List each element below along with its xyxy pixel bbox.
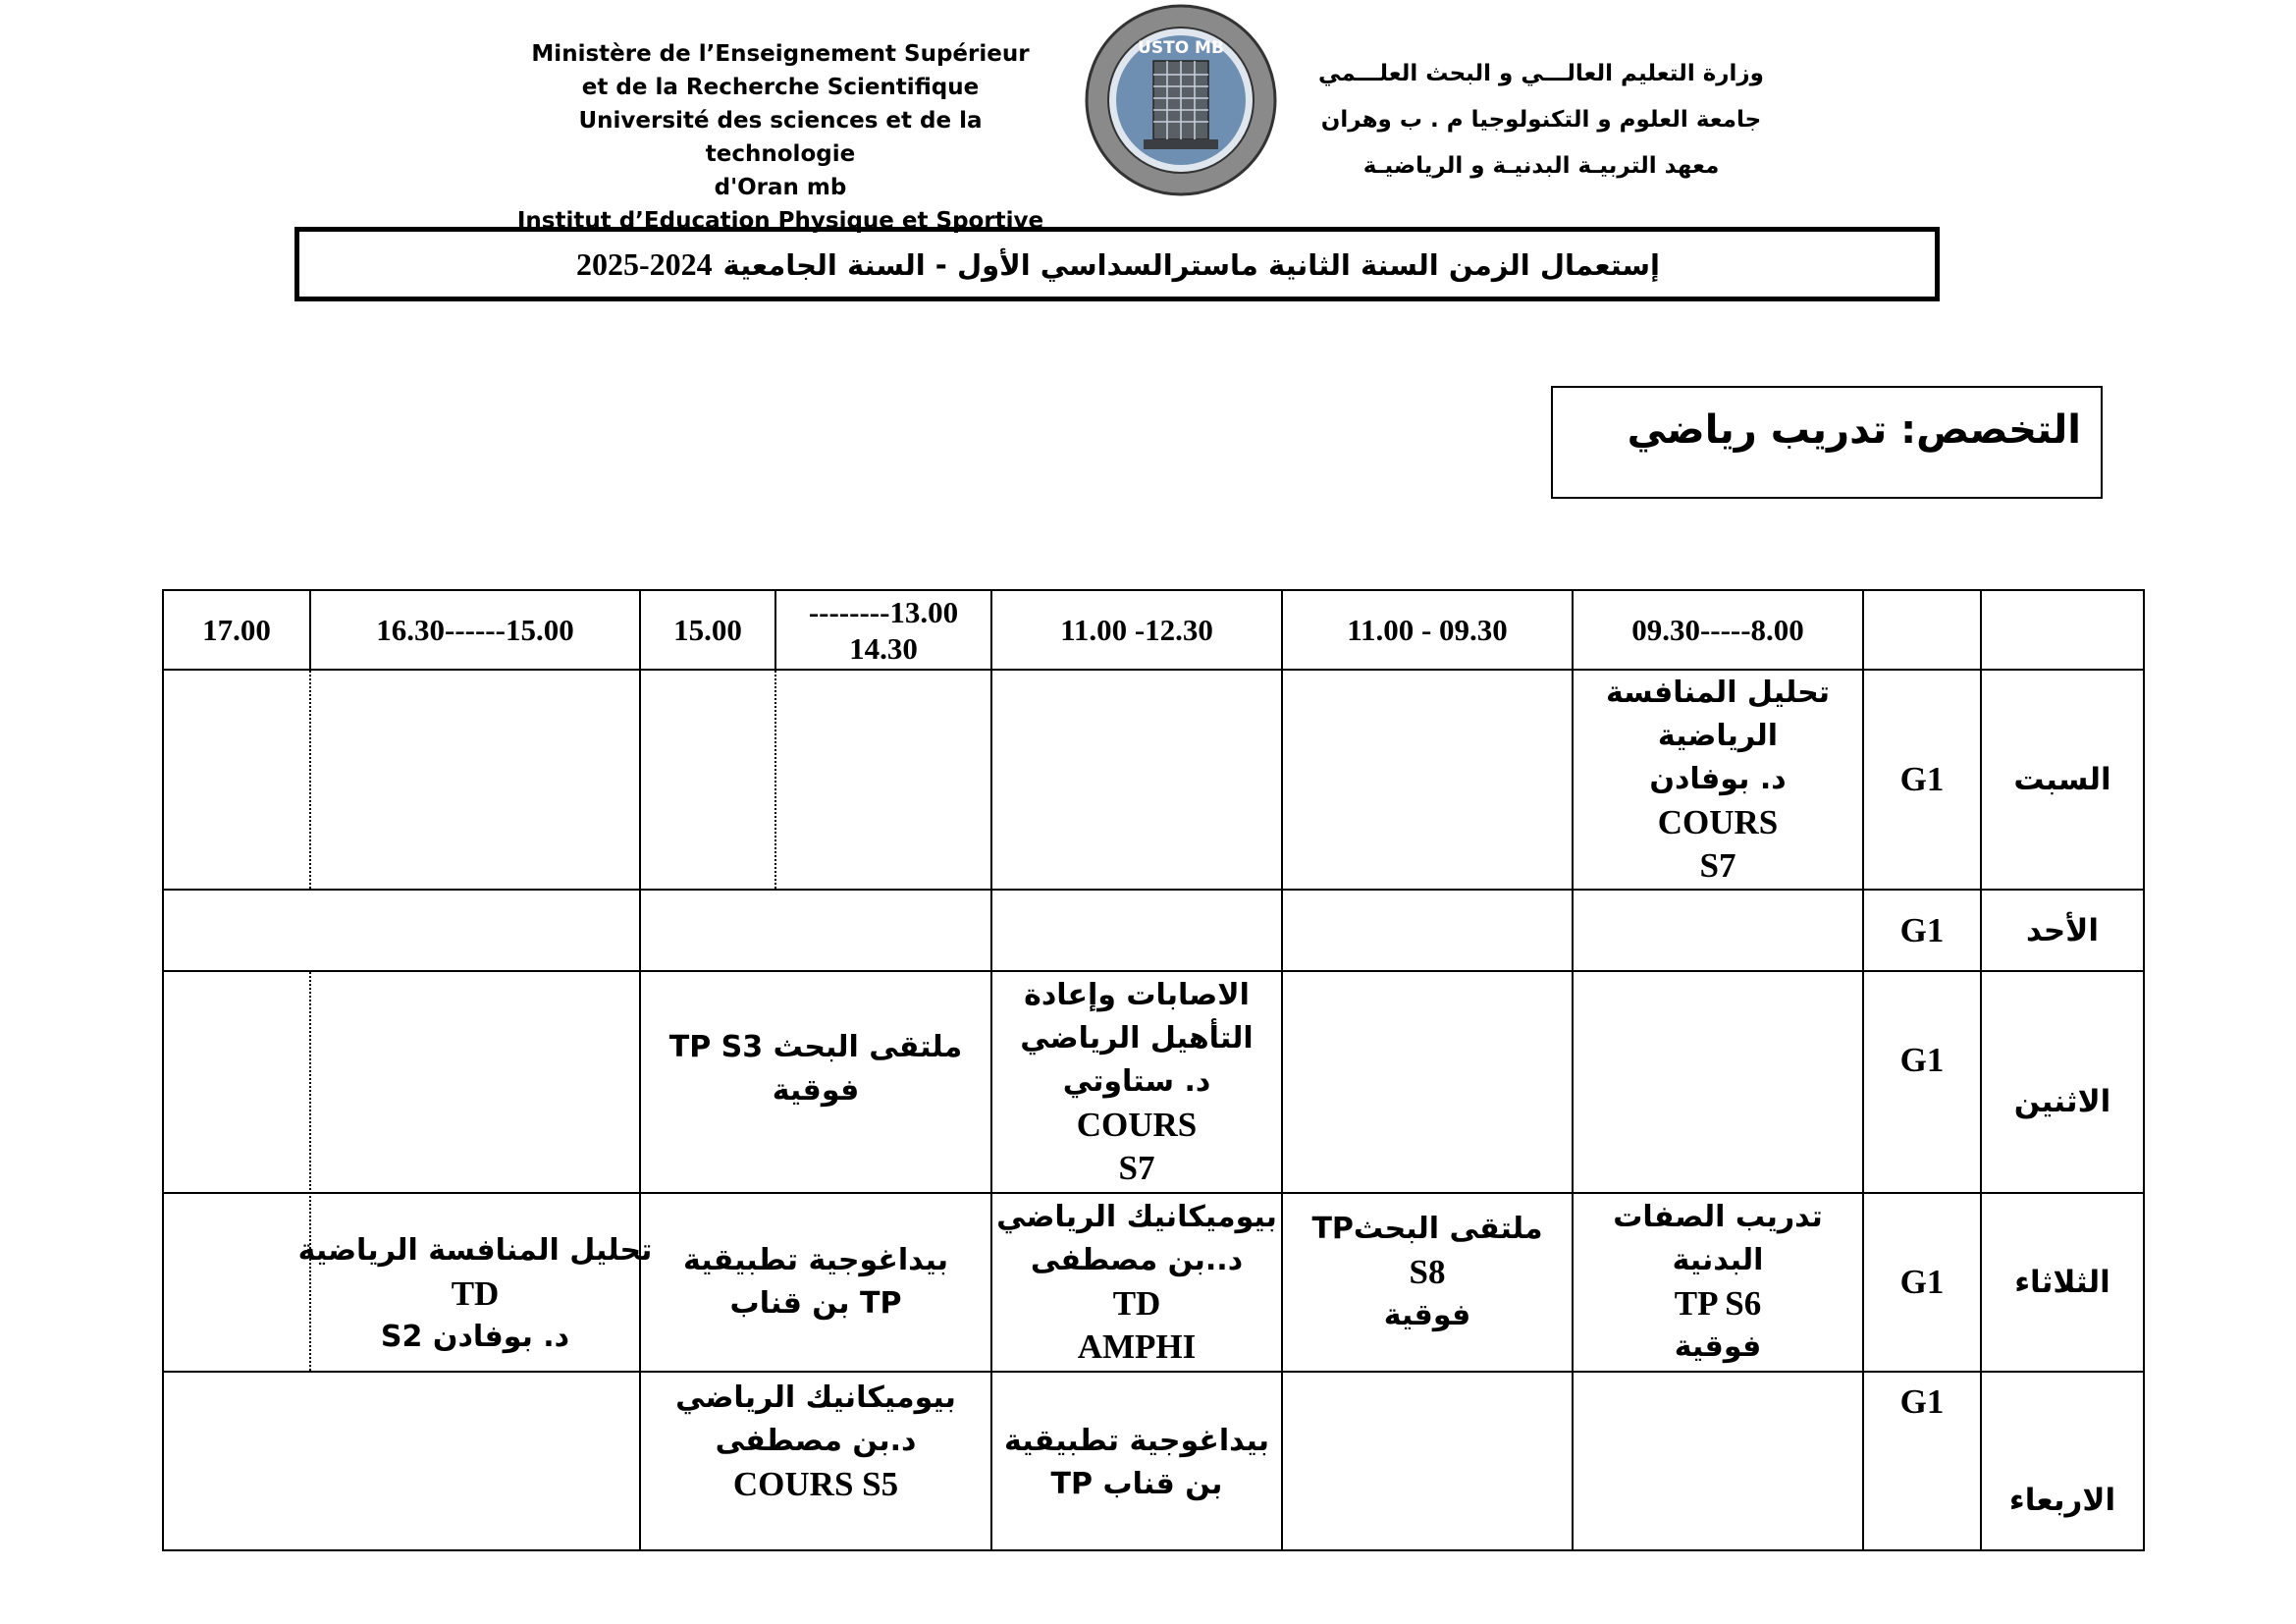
- session-tuesday-slot-2: ملتقى البحثTP S8 فوقية: [1311, 1212, 1543, 1332]
- header-ar-line-1: وزارة التعليم العالـــي و البحث العلـــمي: [1318, 61, 1764, 86]
- time-header-3: 11.00 -12.30: [1060, 613, 1213, 647]
- day-wednesday: الاربعاء: [2008, 1483, 2116, 1518]
- header-arabic-block: [1296, 51, 1787, 189]
- session-monday-slot-3: الاصابات وإعادة التأهيل الرياضي د. ستاوتي COURS S7: [1020, 978, 1254, 1187]
- time-header-5: 15.00: [673, 613, 742, 647]
- session-wednesday-slot-3: بيداغوجية تطبيقية بن قناب TP: [1004, 1424, 1269, 1501]
- schedule-title: إستعمال الزمن السنة الثانية ماسترالسداسي الأول - السنة الجامعية: [722, 248, 1660, 282]
- header-fr-line-5: Institut d’Education Physique et Sportive: [516, 208, 1044, 234]
- time-header-2: 11.00 - 09.30: [1347, 613, 1508, 647]
- day-tuesday: الثلاثاء: [2014, 1265, 2110, 1300]
- header-ar-line-2: جامعة العلوم و التكنولوجيا م . ب وهران: [1320, 107, 1762, 133]
- session-tuesday-slot-3: بيوميكانيك الرياضي د..بن مصطفى TD AMPHI: [996, 1200, 1277, 1366]
- group-monday: G1: [1899, 1041, 1945, 1079]
- session-monday-slot-5: ملتقى البحث TP S3 فوقية: [668, 1030, 963, 1108]
- header-ar-line-3: معهد التربيـة البدنيـة و الرياضيـة: [1362, 153, 1720, 179]
- schedule-title-box: [294, 227, 1940, 301]
- session-tuesday-slot-4: بيداغوجية تطبيقية TP بن قناب: [683, 1243, 948, 1321]
- specialty-box: [1551, 386, 2103, 499]
- academic-year: 2025-2024: [576, 246, 713, 282]
- session-wednesday-slot-5: بيوميكانيك الرياضي د.بن مصطفى COURS S5: [675, 1380, 956, 1503]
- header-fr-line-4: d'Oran mb: [714, 175, 847, 200]
- day-saturday: السبت: [2013, 762, 2111, 797]
- session-tuesday-slot-1: تدريب الصفات البدنية TP S6 فوقية: [1613, 1200, 1823, 1364]
- header-french-block: [501, 37, 1060, 238]
- header-fr-line-2: et de la Recherche Scientifique: [581, 75, 980, 100]
- day-sunday: الأحد: [2026, 912, 2099, 948]
- time-header-7: 17.00: [202, 613, 271, 647]
- specialty-label: التخصص: تدريب رياضي: [1627, 407, 2081, 453]
- day-monday: الاثنين: [2013, 1084, 2111, 1119]
- group-sunday: G1: [1899, 910, 1945, 949]
- university-logo: [1083, 2, 1279, 198]
- header-fr-line-1: Ministère de l’Enseignement Supérieur: [531, 41, 1030, 67]
- time-header-6: 16.30------15.00: [376, 613, 574, 647]
- header-fr-line-3: Université des sciences et de la technologie: [578, 108, 983, 167]
- session-tuesday-slot-6: تحليل المنافسة الرياضية TD د. بوفادن S2: [297, 1233, 653, 1354]
- group-tuesday: G1: [1899, 1263, 1945, 1301]
- group-saturday: G1: [1899, 760, 1945, 798]
- time-header-4: --------13.00 14.30: [808, 594, 959, 666]
- session-saturday-slot-1: تحليل المنافسة الرياضية د. بوفادن COURS S7: [1605, 676, 1831, 885]
- group-wednesday: G1: [1899, 1382, 1945, 1421]
- svg-text:USTO MB: USTO MB: [1138, 38, 1224, 58]
- time-header-1: 09.30-----8.00: [1631, 613, 1804, 647]
